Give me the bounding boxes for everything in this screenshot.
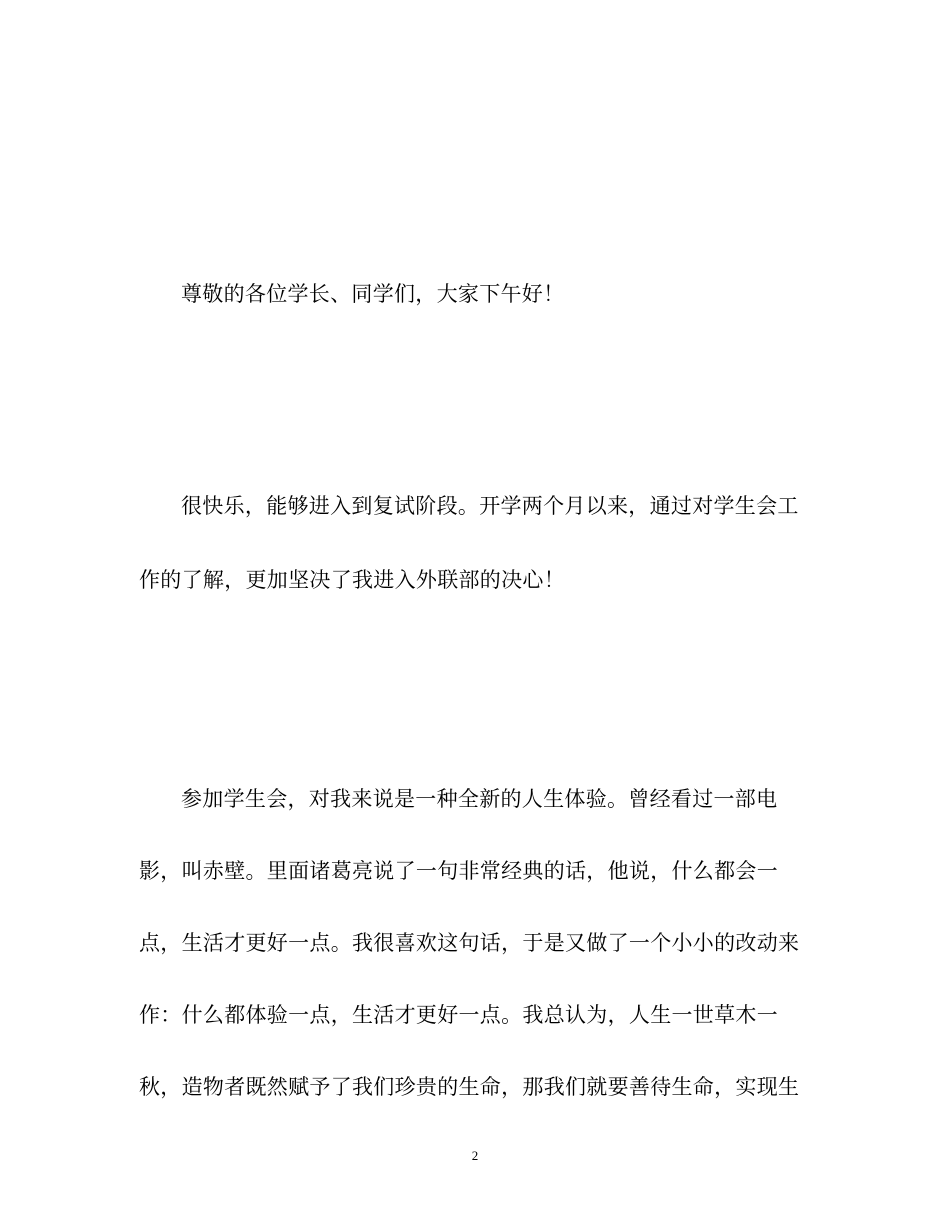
text-line: 影，叫赤壁。里面诸葛亮说了一句非常经典的话，他说，什么都会一 [139,859,778,883]
text-line: 作的了解，更加坚决了我进入外联部的决心！ [139,568,565,592]
text-line: 秋，造物者既然赋予了我们珍贵的生命，那我们就要善待生命，实现生 [139,1075,800,1099]
text-line: 点，生活才更好一点。我很喜欢这句话，于是又做了一个小小的改动来 [139,931,800,955]
text-line: 很快乐，能够进入到复试阶段。开学两个月以来，通过对学生会工 [181,494,799,518]
text-line: 作：什么都体验一点，生活才更好一点。我总认为，人生一世草木一 [139,1003,778,1027]
text-line: 尊敬的各位学长、同学们，大家下午好！ [181,282,565,306]
text-line: 参加学生会，对我来说是一种全新的人生体验。曾经看过一部电 [181,787,778,811]
page-number: 2 [471,1148,479,1163]
